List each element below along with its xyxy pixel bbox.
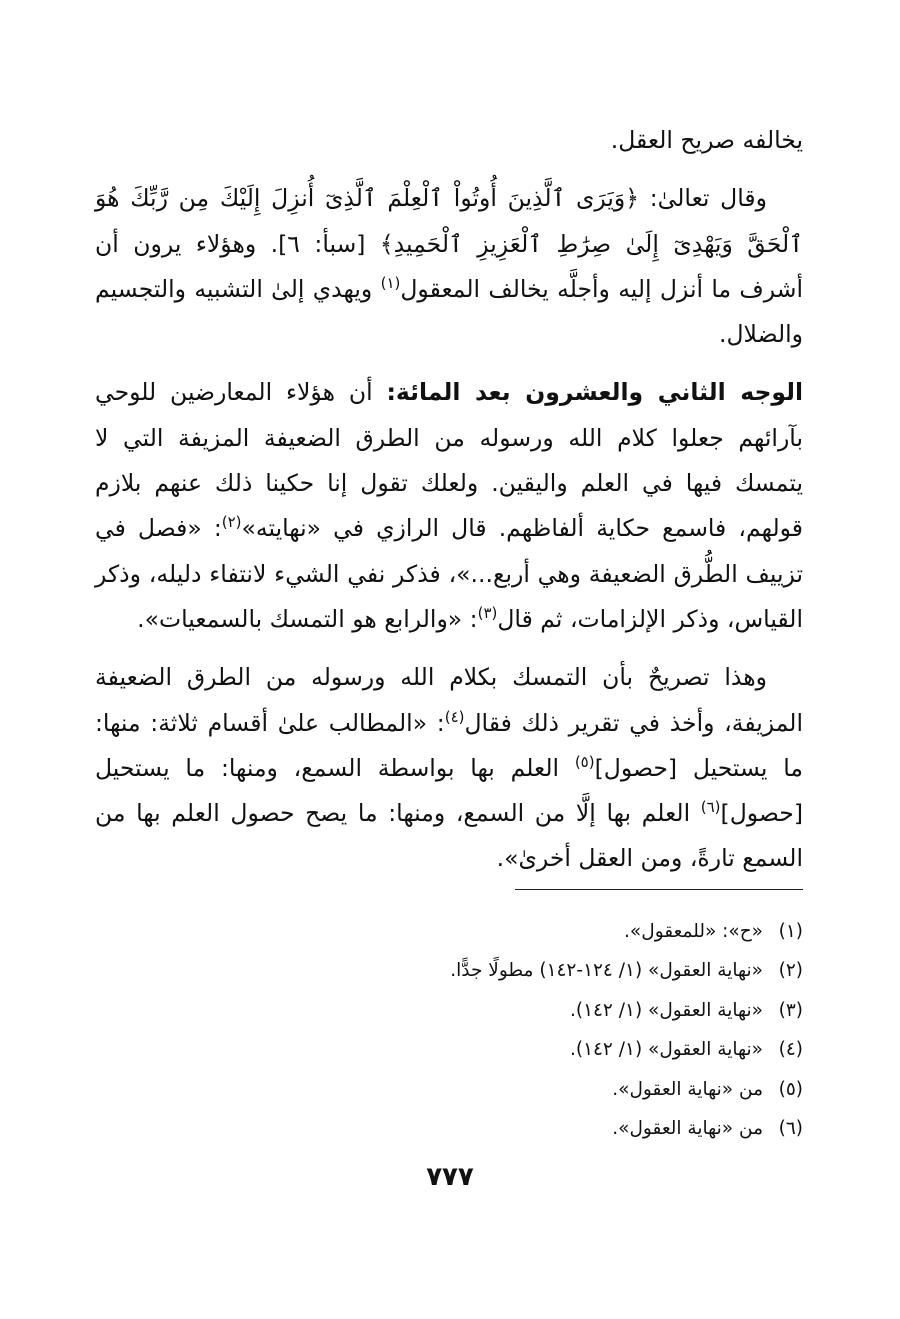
footnote-number: (٢) (778, 960, 803, 982)
paragraph-2-text-end: ويهدي إلىٰ التشبيه والتجسيم والضلال. (95, 274, 803, 349)
footnote-ref-3[interactable]: (٣) (477, 604, 498, 623)
footnote-divider (515, 889, 803, 890)
page-number: ٧٧٧ (426, 1162, 474, 1192)
footnote-number: (١) (778, 921, 803, 942)
paragraph-2 (95, 176, 803, 357)
paragraph-1-text: يخالفه صريح العقل. (610, 126, 803, 154)
footnote-text: «ح»: «للمعقول». (624, 921, 763, 942)
paragraph-4-text-end: العلم بها إلَّا من السمع، ومنها: ما يصح حصول العلم بها من السمع تارةً، ومن العقل أخرىٰ». (95, 799, 803, 873)
footnote-item (95, 951, 803, 990)
footnote-item (95, 1070, 803, 1109)
footnote-text: «نهاية العقول» (١/ ١٤٢). (569, 999, 763, 1021)
paragraph-4-text: وهذا تصريحٌ بأن التمسك بكلام الله ورسوله من الطرق الضعيفة المزيفة، وأخذ في تقرير ذلك فقال (95, 663, 803, 737)
footnote-item (95, 1030, 803, 1069)
footnote-text: من «نهاية العقول». (612, 1118, 763, 1140)
footnote-number: (٣) (778, 999, 803, 1021)
footnote-ref-1[interactable]: (١) (380, 274, 401, 293)
footnote-number: (٦) (778, 1118, 803, 1140)
footnote-text: «نهاية العقول» (١/ ١٢٤-١٤٢) مطولًا جدًّا. (450, 960, 763, 982)
paragraph-4-text-mid1: : «المطالب علىٰ أقسام ثلاثة: منها: ما يستحيل [حصول] (95, 708, 803, 782)
paragraph-3 (95, 370, 803, 642)
footnotes-list (95, 912, 803, 1148)
paragraph-3-text: أن هؤلاء المعارضين للوحي بآرائهم جعلوا كلام الله ورسوله من الطرق الضعيفة المزيفة التي لا يتمسك فيها في العلم واليقين. ولعلك تقول إنا حكينا ذلك عنهم بلازم قولهم، فاسمع حكاية ألفاظهم. قال الرازي في «نهايته» (95, 378, 803, 543)
paragraph-3-text-mid: : «فصل في تزييف الطُّرق الضعيفة وهي أربع...»، فذكر نفي الشيء لانتفاء دليله، وذكر القياس، وذكر الإلزامات، ثم قال (95, 514, 803, 633)
footnote-item (95, 912, 803, 951)
paragraph-4 (95, 655, 803, 881)
section-heading: الوجه الثاني والعشرون بعد المائة: (386, 378, 803, 407)
paragraph-3-text-end: : «والرابع هو التمسك بالسمعيات». (137, 604, 478, 633)
paragraph-4-text-mid2: العلم بها بواسطة السمع، ومنها: ما يستحيل [حصول] (95, 753, 803, 828)
footnote-item (95, 1109, 803, 1148)
paragraph-2-text: وقال تعالىٰ: ﴿وَيَرَى ٱلَّذِينَ أُوتُواْ ٱلْعِلْمَ ٱلَّذِىٓ أُنزِلَ إِلَيْكَ مِن رَّبِّكَ هُوَ ٱلْحَقَّ وَيَهْدِىٓ إِلَىٰ صِرَٰطِ ٱلْعَزِيزِ ٱلْحَمِيدِ﴾ [سبأ: ٦]. وهؤلاء يرون أن أشرف ما أنزل إليه وأجلَّه يخالف المعقول (95, 184, 803, 303)
footnote-ref-4[interactable]: (٤) (444, 707, 465, 726)
footnote-text: من «نهاية العقول». (612, 1078, 763, 1100)
footnote-ref-5[interactable]: (٥) (574, 753, 595, 772)
main-text (95, 118, 803, 895)
footnote-number: (٤) (778, 1039, 803, 1061)
footnote-ref-6[interactable]: (٦) (700, 798, 721, 817)
paragraph-1 (95, 118, 803, 163)
footnote-ref-2[interactable]: (٢) (221, 513, 242, 532)
footnote-number: (٥) (778, 1078, 803, 1100)
footnote-text: «نهاية العقول» (١/ ١٤٢). (569, 1039, 763, 1061)
footnote-item (95, 991, 803, 1030)
